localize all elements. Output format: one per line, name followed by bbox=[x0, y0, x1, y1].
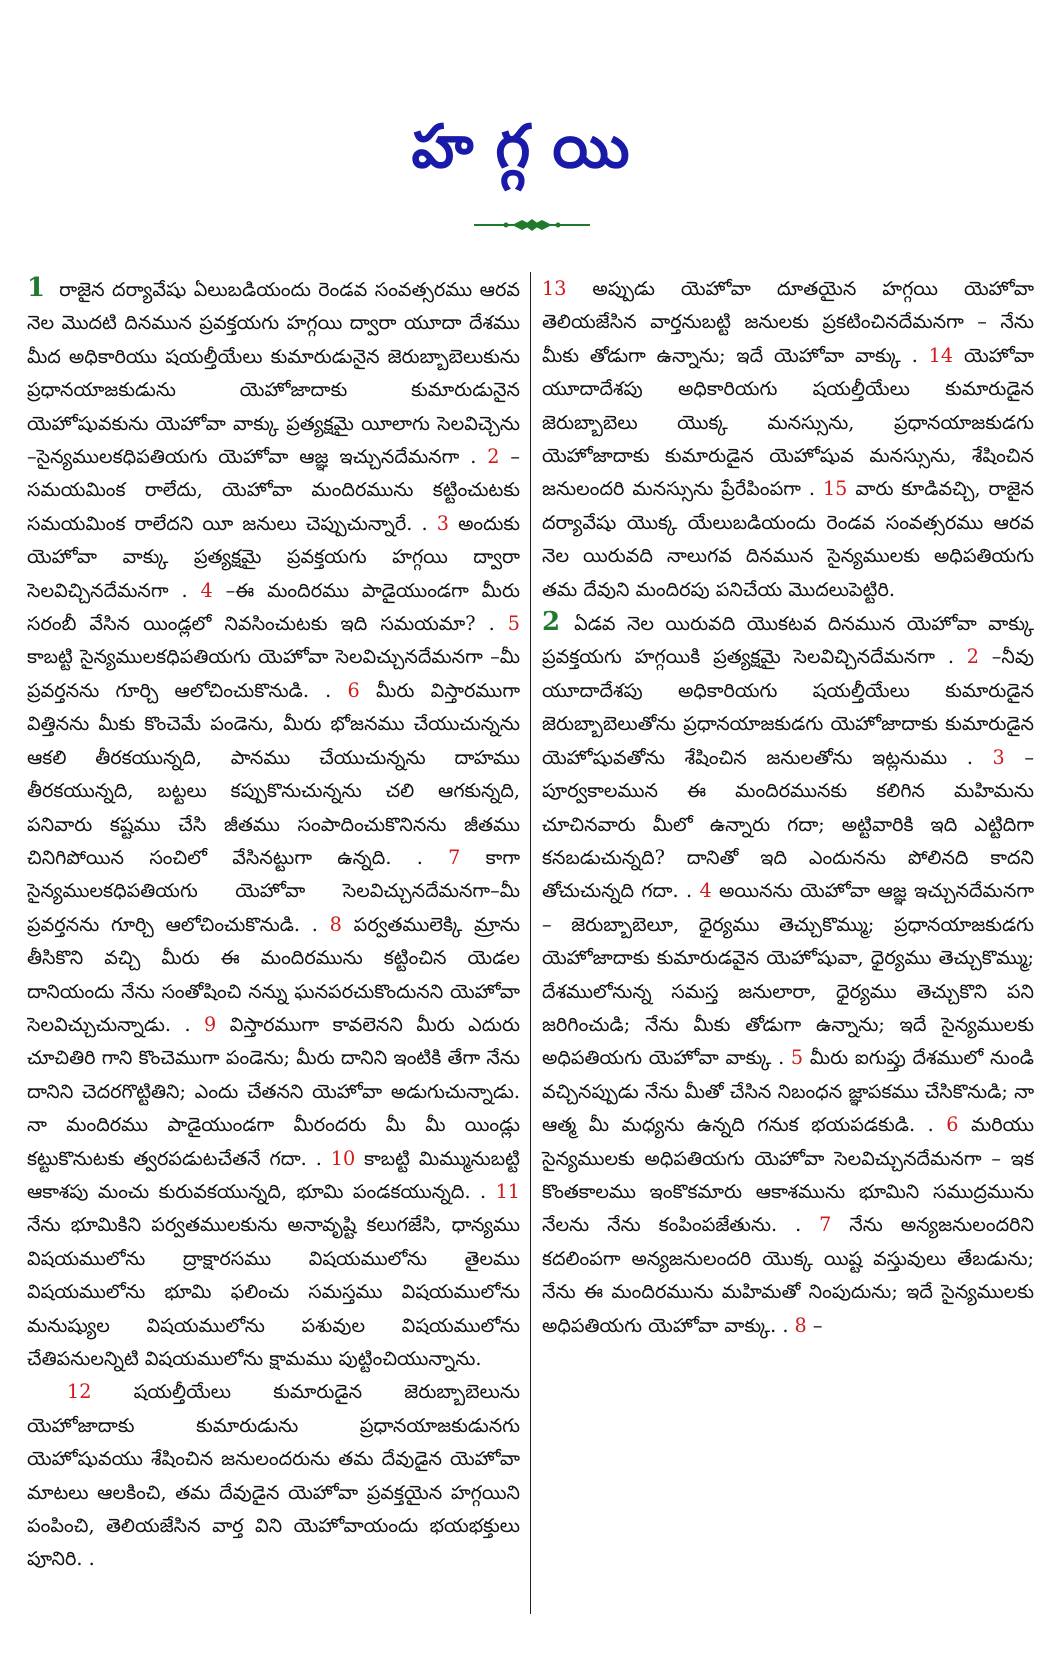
verse-text: షయల్తీయేలు కుమారుడైన జెరుబ్బాబెలును యెహోజాదాకు కుమారుడును ప్రధానయాజకుడునగు యెహోషువయు శేషించిన జనులందరును తమ దేవుడైన యెహోవా మాటలు ఆలకించి, తమ దేవుడైన యెహోవా ప్రవక్తయైన హగ్గయిని పంపించి, తెలియజేసిన వార్త విని యెహోవాయందు భయభక్తులు పూనిరి. . bbox=[27, 1380, 520, 1571]
verse-number: 5 bbox=[784, 1046, 804, 1070]
verse-text: కాబట్టి సైన్యములకధిపతియగు యెహోవా సెలవిచ్చునదేమనగా –మీ ప్రవర్తనను గూర్చి ఆలోచించుకొనుడి. . bbox=[27, 645, 520, 702]
verse-text: కాగా సైన్యములకధిపతియగు యెహోవా సెలవిచ్చునదేమనగా–మీ ప్రవర్తనను గూర్చి ఆలోచించుకొనుడి. . bbox=[27, 845, 520, 936]
verse-number: 7 bbox=[422, 845, 461, 869]
verse-number: 12 bbox=[67, 1380, 92, 1404]
verse-text: నేను భూమికిని పర్వతములకును అనావృష్టి కలుగజేసి, ధాన్యము విషయములోను ద్రాక్షారసము విషయములోను తైలము విషయములోను భూమి ఫలించు సమస్తము విషయములోను మనుష్యుల విషయములోను పశువుల విషయములోను చేతిపనులన్నిటి విషయములోను క్షామము పుట్టించియున్నాను. bbox=[27, 1213, 520, 1370]
verse-text: అయినను యెహోవా ఆజ్ఞ ఇచ్చునదేమనగా – జెరుబ్బాబెలూ, ధైర్యము తెచ్చుకొమ్ము; ప్రధానయాజకుడగు యెహోజాదాకు కుమారుడవైన యెహోషువా, ధైర్యము తెచ్చుకొమ్ము; దేశములోనున్న సమస్త జనులారా, ధైర్యము తెచ్చుకొని పని జరిగించుడి; నేను మీకు తోడుగా ఉన్నాను; ఇదే సైన్యములకు అధిపతియగు యెహోవా వాక్కు . bbox=[542, 879, 1034, 1070]
book-title: హగ్గయి bbox=[411, 112, 652, 182]
verse-text: మీరు ఐగుప్తు దేశములో నుండి వచ్చినప్పుడు నేను మీతో చేసిన నిబంధన జ్ఞాపకము చేసికొనుడి; నా ఆత్మ మీ మధ్యను ఉన్నది గనుక భయపడకుడి. . bbox=[542, 1046, 1034, 1137]
verse-text: వారు కూడివచ్చి, రాజైన దర్యావేషు యొక్క యేలుబడియందు రెండవ సంవత్సరము ఆరవ నెల యిరువది నాలుగవ దినమున సైన్యములకు అధిపతియగు తమ దేవుని మందిరపు పనిచేయ మొదలుపెట్టిరి. bbox=[542, 477, 1034, 601]
verse-number: 3 bbox=[427, 511, 449, 535]
verse-text: నేను అన్యజనులందరిని కదలింపగా అన్యజనులందరి యొక్క యిష్ట వస్తువులు తేబడును; నేను ఈ మందిరమును మహిమతో నింపుదును; ఇదే సైన్యములకు అధిపతియగు యెహోవా వాక్కు. . bbox=[542, 1213, 1034, 1337]
verse-number: 7 bbox=[801, 1213, 832, 1237]
verse-number: 5 bbox=[494, 612, 521, 636]
verse-text: కాబట్టి మిమ్మునుబట్టి ఆకాశపు మంచు కురువకయున్నది, భూమి పండకయున్నది. . bbox=[27, 1146, 520, 1203]
verse-text: – bbox=[806, 1313, 823, 1337]
verse-number: 15 bbox=[815, 477, 848, 501]
verse-number: 8 bbox=[788, 1313, 807, 1337]
verse-text: విస్తారముగా కావలెనని మీరు ఎదురు చూచితిరి గాని కొంచెముగా పండెను; మీరు దానిని ఇంటికి తేగా నేను దానిని చెదరగొట్టితిని; ఎందు చేతనని యెహోవా అడుగుచున్నాడు. నా మందిరము పాడైయుండగా మీరందరు మీ మీ యిండ్లు కట్టుకొనుటకు త్వరపడుటచేతనే గదా. . bbox=[27, 1012, 520, 1170]
verse-text: అందుకు యెహోవా వాక్కు ప్రత్యక్షమై ప్రవక్తయగు హగ్గయి ద్వారా సెలవిచ్చినదేమనగా . bbox=[27, 511, 520, 602]
chapter-1-paragraph-2-continued bbox=[542, 272, 1034, 606]
verse-number: 10 bbox=[321, 1146, 356, 1170]
chapter-2-number: 2 bbox=[542, 607, 561, 638]
verse-number: 13 bbox=[542, 277, 567, 300]
verse-number: 2 bbox=[953, 645, 979, 669]
verse-text: మరియు సైన్యములకు అధిపతియగు యెహోవా సెలవిచ్చునదేమనగా – ఇక కొంతకాలము ఇంకొకమారు ఆకాశమును భూమిని సముద్రమును నేలను నేను కంపింపజేతును. . bbox=[542, 1113, 1034, 1237]
verse-number: 8 bbox=[317, 912, 342, 936]
verse-text: పర్వతములెక్కి మ్రాను తీసికొని వచ్చి మీరు ఈ మందిరమును కట్టించిన యెడల దానియందు నేను సంతోషించి నన్ను ఘనపరచుకొందునని యెహోవా సెలవిచ్చుచున్నాడు. . bbox=[27, 912, 520, 1036]
verse-number: 6 bbox=[933, 1113, 959, 1137]
verse-text: ఏడవ నెల యిరువది యొకటవ దినమున యెహోవా వాక్కు ప్రవక్తయగు హగ్గయికి ప్రత్యక్షమై సెలవిచ్చినదేమనగా . bbox=[542, 612, 1034, 669]
verse-text: –ఈ మందిరము పాడైయుండగా మీరు సరంబీ వేసిన యిండ్లలో నివసించుటకు ఇది సమయమా? . bbox=[27, 578, 521, 636]
verse-text: అప్పుడు యెహోవా దూతయైన హగ్గయి యెహోవా తెలియజేసిన వార్తనుబట్టి జనులకు ప్రకటించినదేమనగా – నేను మీకు తోడుగా ఉన్నాను; ఇదే యెహోవా వాక్కు . bbox=[542, 277, 1034, 367]
verse-number: 11 bbox=[486, 1179, 521, 1203]
chapter-2-paragraph-1 bbox=[542, 606, 1034, 1342]
verse-number: 6 bbox=[331, 678, 360, 702]
verse-text: –పూర్వకాలమున ఈ మందిరమునకు కలిగిన మహిమను చూచినవారు మీలో ఉన్నారు గదా; అట్టివారికి ఇది ఎట్టిదిగా కనబడుచున్నది? దానితో ఇది ఎందునను పోలినది కాదని తోచుచున్నది గదా. . bbox=[542, 745, 1034, 903]
verse-number: 9 bbox=[190, 1012, 217, 1036]
verse-number: 14 bbox=[917, 343, 954, 367]
verse-text: –నీవు యూదాదేశపు అధికారియగు షయల్తీయేలు కుమారుడైన జెరుబ్బాబెలుతోను ప్రధానయాజకుడగు యెహోజాదాకు కుమారుడైన యెహోషువతోను శేషించిన జనులతోను ఇట్లనుము . bbox=[542, 645, 1034, 769]
verse-text: మీరు విస్తారముగా విత్తినను మీకు కొంచెమే పండెను, మీరు భోజనము చేయుచున్నను ఆకలి తీరకయున్నది, పానము చేయుచున్నను దాహము తీరకయున్నది, బట్టలు కప్పుకొనుచున్నను చలి ఆగకున్నది, పనివారు కష్టము చేసి జీతము సంపాదించుకొనినను జీతము చినిగిపోయిన సంచిలో వేసినట్టుగా ఉన్నది. . bbox=[27, 678, 520, 869]
chapter-1-number: 1 bbox=[27, 273, 46, 303]
chapter-1-paragraph-1 bbox=[27, 272, 520, 1375]
chapter-2-p1-verses bbox=[542, 612, 1034, 1337]
verse-number: 3 bbox=[972, 745, 1005, 769]
verse-number: 2 bbox=[476, 445, 500, 469]
verse-number: 4 bbox=[692, 879, 712, 903]
chapter-1-p1-verses bbox=[27, 278, 520, 1370]
text-columns bbox=[27, 272, 1039, 1614]
verse-text: యెహోవా యూదాదేశపు అధికారియగు షయల్తీయేలు కుమారుడైన జెరుబ్బాబెలు యొక్క మనస్సును, ప్రధానయాజకుడగు యెహోజాదాకు కుమారుడైన యెహోషువ మనస్సును, శేషించిన జనులందరి మనస్సును ప్రేరేపింపగా . bbox=[542, 343, 1034, 501]
right-column bbox=[531, 272, 1034, 1614]
ornament-divider-icon bbox=[472, 213, 592, 237]
left-column bbox=[27, 272, 530, 1614]
verse-text: –సమయమింక రాలేదు, యెహోవా మందిరమును కట్టించుటకు సమయమింక రాలేదని యీ జనులు చెప్పుచున్నారే. . bbox=[27, 445, 520, 535]
verse-number: 4 bbox=[187, 578, 213, 602]
chapter-1-paragraph-2 bbox=[27, 1375, 520, 1575]
verse-text: రాజైన దర్యావేషు ఏలుబడియందు రెండవ సంవత్సరము ఆరవ నెల మొదటి దినమున ప్రవక్తయగు హగ్గయి ద్వారా యూదా దేశము మీద అధికారియు షయల్తీయేలు కుమారుడునైన జెరుబ్బాబెలుకును ప్రధానయాజకుడును యెహోజాదాకు కుమారుడునైన యెహోషువకును యెహోవా వాక్కు ప్రత్యక్షమై యీలాగు సెలవిచ్చెను –సైన్యములకధిపతియగు యెహోవా ఆజ్ఞ ఇచ్చునదేమనగా . bbox=[27, 278, 520, 469]
